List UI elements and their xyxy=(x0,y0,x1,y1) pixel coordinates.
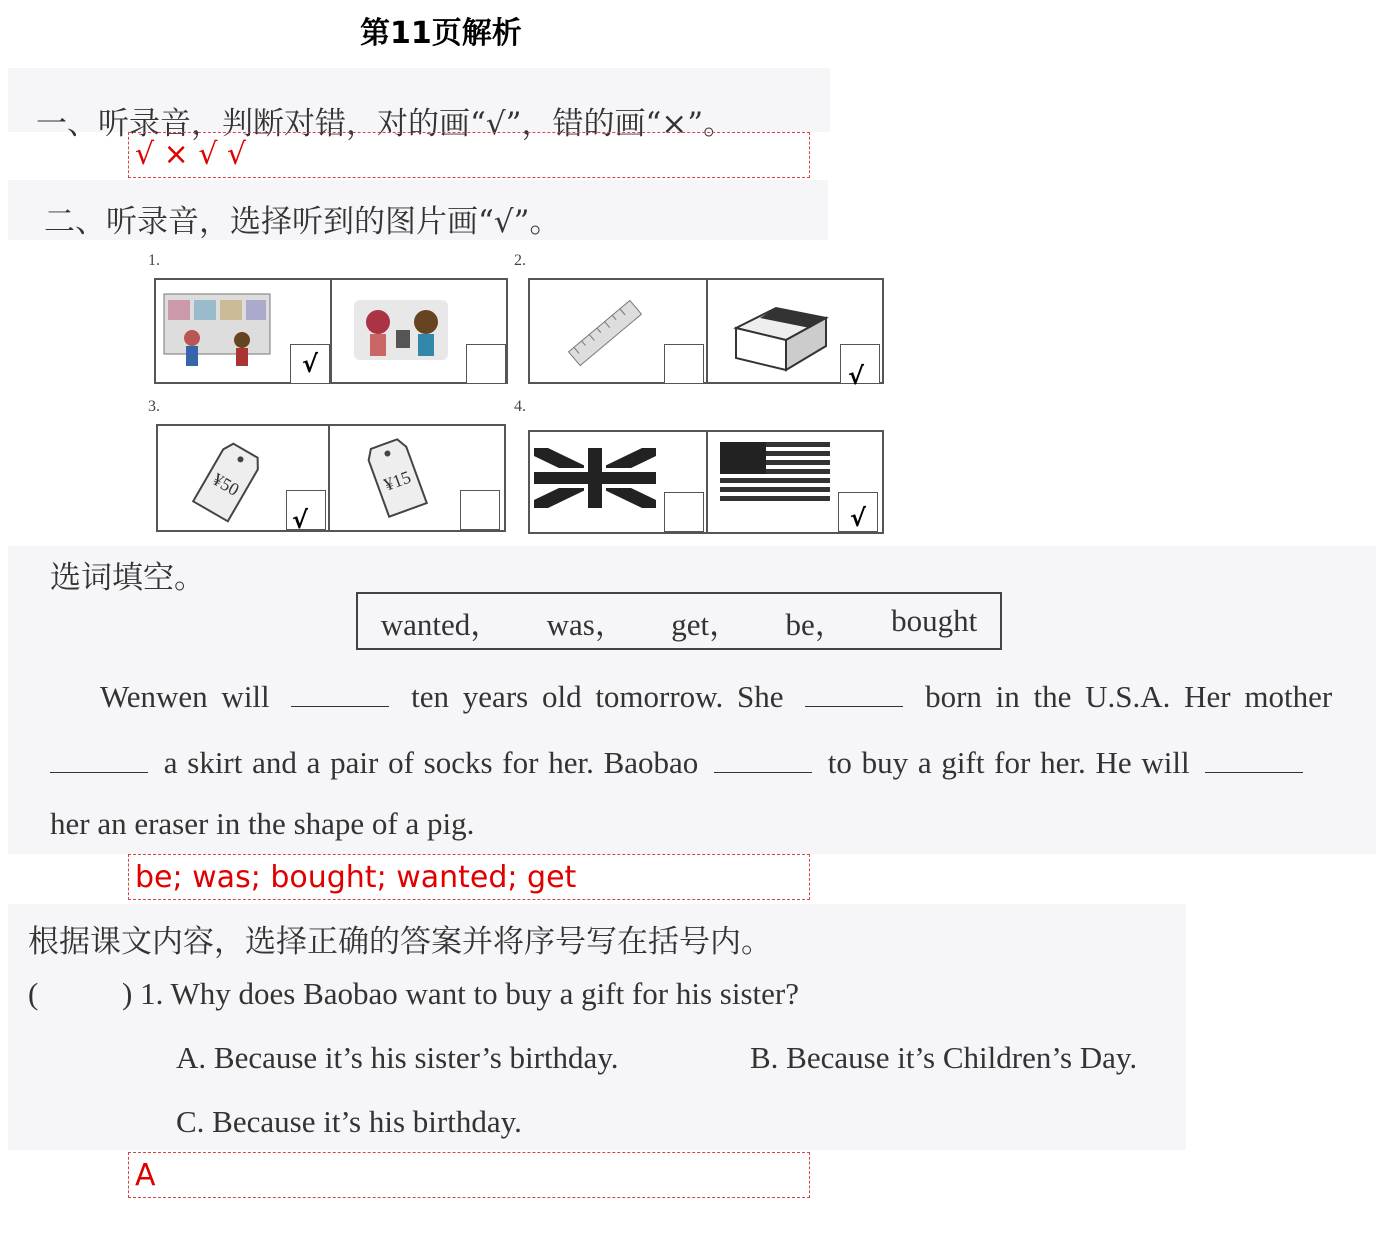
passage-text: a skirt and a pair of socks for her. Baobao xyxy=(163,745,699,780)
answer-box-4a xyxy=(664,492,704,532)
blank-4 xyxy=(714,742,812,773)
ruler-picture xyxy=(560,288,650,378)
uk-flag-picture xyxy=(534,448,656,508)
section-1-answer: √ × √ √ xyxy=(128,132,810,178)
section-3-answer: be; was; bought; wanted; get xyxy=(128,854,810,900)
blank-3 xyxy=(50,742,148,773)
item-number: 3. xyxy=(148,398,160,415)
passage-text: Wenwen will xyxy=(100,679,270,714)
checkmark-icon: √ xyxy=(848,362,865,390)
price-tag-15-picture xyxy=(356,432,436,522)
picture-exercise xyxy=(128,240,898,546)
picture-pair-4 xyxy=(528,430,884,534)
price-tag-label: ¥15 xyxy=(381,466,414,495)
option-c: C. Because it’s his birthday. xyxy=(176,1104,522,1139)
picture-pair-3 xyxy=(156,424,506,532)
option-a: A. Because it’s his sister’s birthday. xyxy=(176,1040,619,1075)
word-bank-word: get， xyxy=(671,606,741,642)
item-number: 1. xyxy=(148,252,160,269)
item-number: 2. xyxy=(514,252,526,269)
price-tag-label: ¥50 xyxy=(209,469,243,500)
shop-scene-picture xyxy=(162,292,272,372)
eraser-picture xyxy=(726,288,836,378)
item-number: 4. xyxy=(514,398,526,415)
picture-pair-2 xyxy=(528,278,884,390)
word-bank-word: was， xyxy=(546,606,626,642)
question-1: ) 1. Why does Baobao want to buy a gift for his sister? xyxy=(122,976,799,1011)
word-bank xyxy=(356,592,1002,650)
friends-gift-picture xyxy=(346,292,456,372)
section-1-heading: 一、听录音，判断对错，对的画“√”，错的画“×”。 xyxy=(36,106,735,142)
page-title: 第11页解析 xyxy=(360,16,522,51)
answer-box-3b xyxy=(460,490,500,530)
passage-line-1 xyxy=(100,676,1332,715)
word-bank-word: be， xyxy=(785,606,846,642)
section-3-heading: 选词填空。 xyxy=(50,560,205,596)
section-4-heading: 根据课文内容，选择正确的答案并将序号写在括号内。 xyxy=(28,924,772,960)
answer-box-2a xyxy=(664,344,704,384)
word-bank-word: bought xyxy=(891,603,978,638)
passage-text: born in the U.S.A. Her mother xyxy=(925,679,1333,714)
passage-text: ten years old tomorrow. She xyxy=(411,679,784,714)
passage-line-2 xyxy=(50,742,1303,781)
usa-flag-picture xyxy=(720,442,830,502)
blank-1 xyxy=(291,676,389,707)
option-b: B. Because it’s Children’s Day. xyxy=(750,1040,1138,1075)
checkmark-icon: √ xyxy=(302,350,319,378)
picture-pair-1 xyxy=(154,278,508,384)
blank-2 xyxy=(805,676,903,707)
passage-text: to buy a gift for her. He will xyxy=(827,745,1190,780)
section-4-answer: A xyxy=(128,1152,810,1198)
blank-5 xyxy=(1205,742,1303,773)
price-tag-50-picture xyxy=(188,436,268,526)
section-2-heading: 二、听录音，选择听到的图片画“√”。 xyxy=(44,204,561,240)
checkmark-icon: √ xyxy=(850,504,867,532)
checkmark-icon: √ xyxy=(292,506,309,534)
passage-line-3: her an eraser in the shape of a pig. xyxy=(50,806,475,841)
answer-paren: ( xyxy=(28,976,39,1011)
answer-box-1b xyxy=(466,344,506,384)
word-bank-word: wanted， xyxy=(380,606,502,642)
